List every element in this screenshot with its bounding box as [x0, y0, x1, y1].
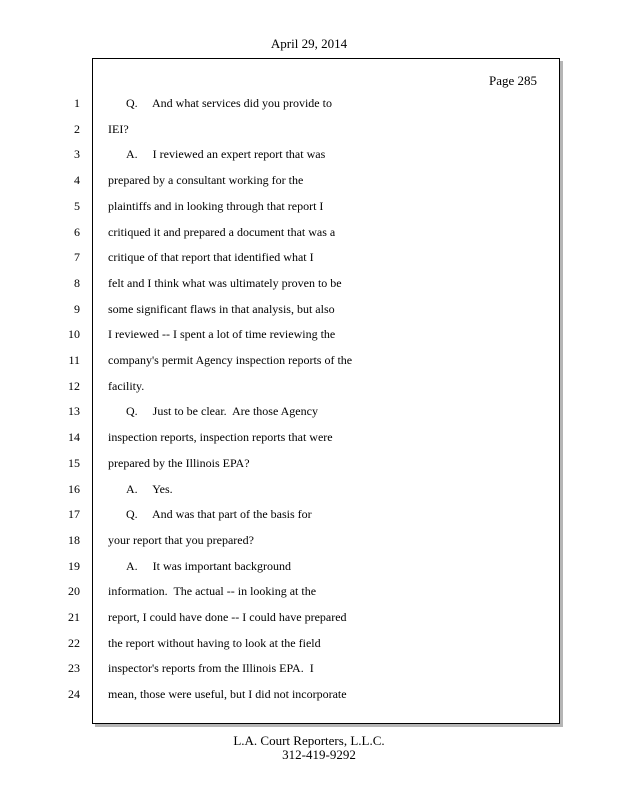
line-number: 8 [74, 276, 80, 290]
transcript-line: plaintiffs and in looking through that report I [108, 199, 324, 213]
page-number: Page 285 [488, 73, 537, 88]
header-date: April 29, 2014 [270, 36, 348, 51]
transcript-line: some significant flaws in that analysis, but also [108, 302, 335, 316]
line-number: 11 [68, 353, 80, 367]
line-number: 23 [68, 661, 80, 675]
line-number: 19 [68, 559, 80, 573]
line-number: 22 [68, 636, 80, 650]
transcript-line: critique of that report that identified what I [108, 250, 314, 264]
transcript-line: prepared by a consultant working for the [108, 173, 304, 187]
transcript-line: Q. And what services did you provide to [126, 96, 332, 110]
transcript-line: felt and I think what was ultimately proven to be [108, 276, 342, 290]
line-number: 13 [68, 404, 80, 418]
transcript-line: Q. And was that part of the basis for [126, 507, 312, 521]
line-number: 7 [74, 250, 80, 264]
transcript-line: inspector's reports from the Illinois EPA. I [108, 661, 314, 675]
footer-phone: 312-419-9292 [282, 747, 356, 762]
transcript-line: report, I could have done -- I could have prepared [108, 610, 347, 624]
transcript-line: I reviewed -- I spent a lot of time reviewing the [108, 327, 336, 341]
transcript-line: IEI? [108, 122, 129, 136]
line-number: 21 [68, 610, 80, 624]
line-number: 5 [74, 199, 80, 213]
transcript-line: critiqued it and prepared a document that was a [108, 225, 336, 239]
transcript-line: information. The actual -- in looking at the [108, 584, 317, 598]
footer [0, 734, 618, 762]
line-number: 4 [74, 173, 80, 187]
line-number: 12 [68, 379, 80, 393]
transcript-line: inspection reports, inspection reports that were [108, 430, 333, 444]
transcript-line: Q. Just to be clear. Are those Agency [126, 404, 318, 418]
line-number: 18 [68, 533, 80, 547]
transcript-line: your report that you prepared? [108, 533, 254, 547]
transcript-line: A. Yes. [126, 482, 173, 496]
transcript-line: the report without having to look at the field [108, 636, 321, 650]
line-number: 2 [74, 122, 80, 136]
line-number: 15 [68, 456, 80, 470]
line-number: 9 [74, 302, 80, 316]
line-number: 17 [68, 507, 80, 521]
line-number: 24 [68, 687, 80, 701]
footer-company: L.A. Court Reporters, L.L.C. [233, 733, 385, 748]
line-number: 16 [68, 482, 80, 496]
transcript-line: facility. [108, 379, 145, 393]
transcript-line: prepared by the Illinois EPA? [108, 456, 250, 470]
transcript-line: A. I reviewed an expert report that was [126, 147, 326, 161]
transcript-line: company's permit Agency inspection reports of the [108, 353, 353, 367]
transcript-line: A. It was important background [126, 559, 291, 573]
line-number: 6 [74, 225, 80, 239]
transcript-line: mean, those were useful, but I did not incorporate [108, 687, 347, 701]
line-number: 20 [68, 584, 80, 598]
line-number: 10 [68, 327, 80, 341]
line-number: 14 [68, 430, 80, 444]
line-number: 1 [74, 96, 80, 110]
line-number: 3 [74, 147, 80, 161]
